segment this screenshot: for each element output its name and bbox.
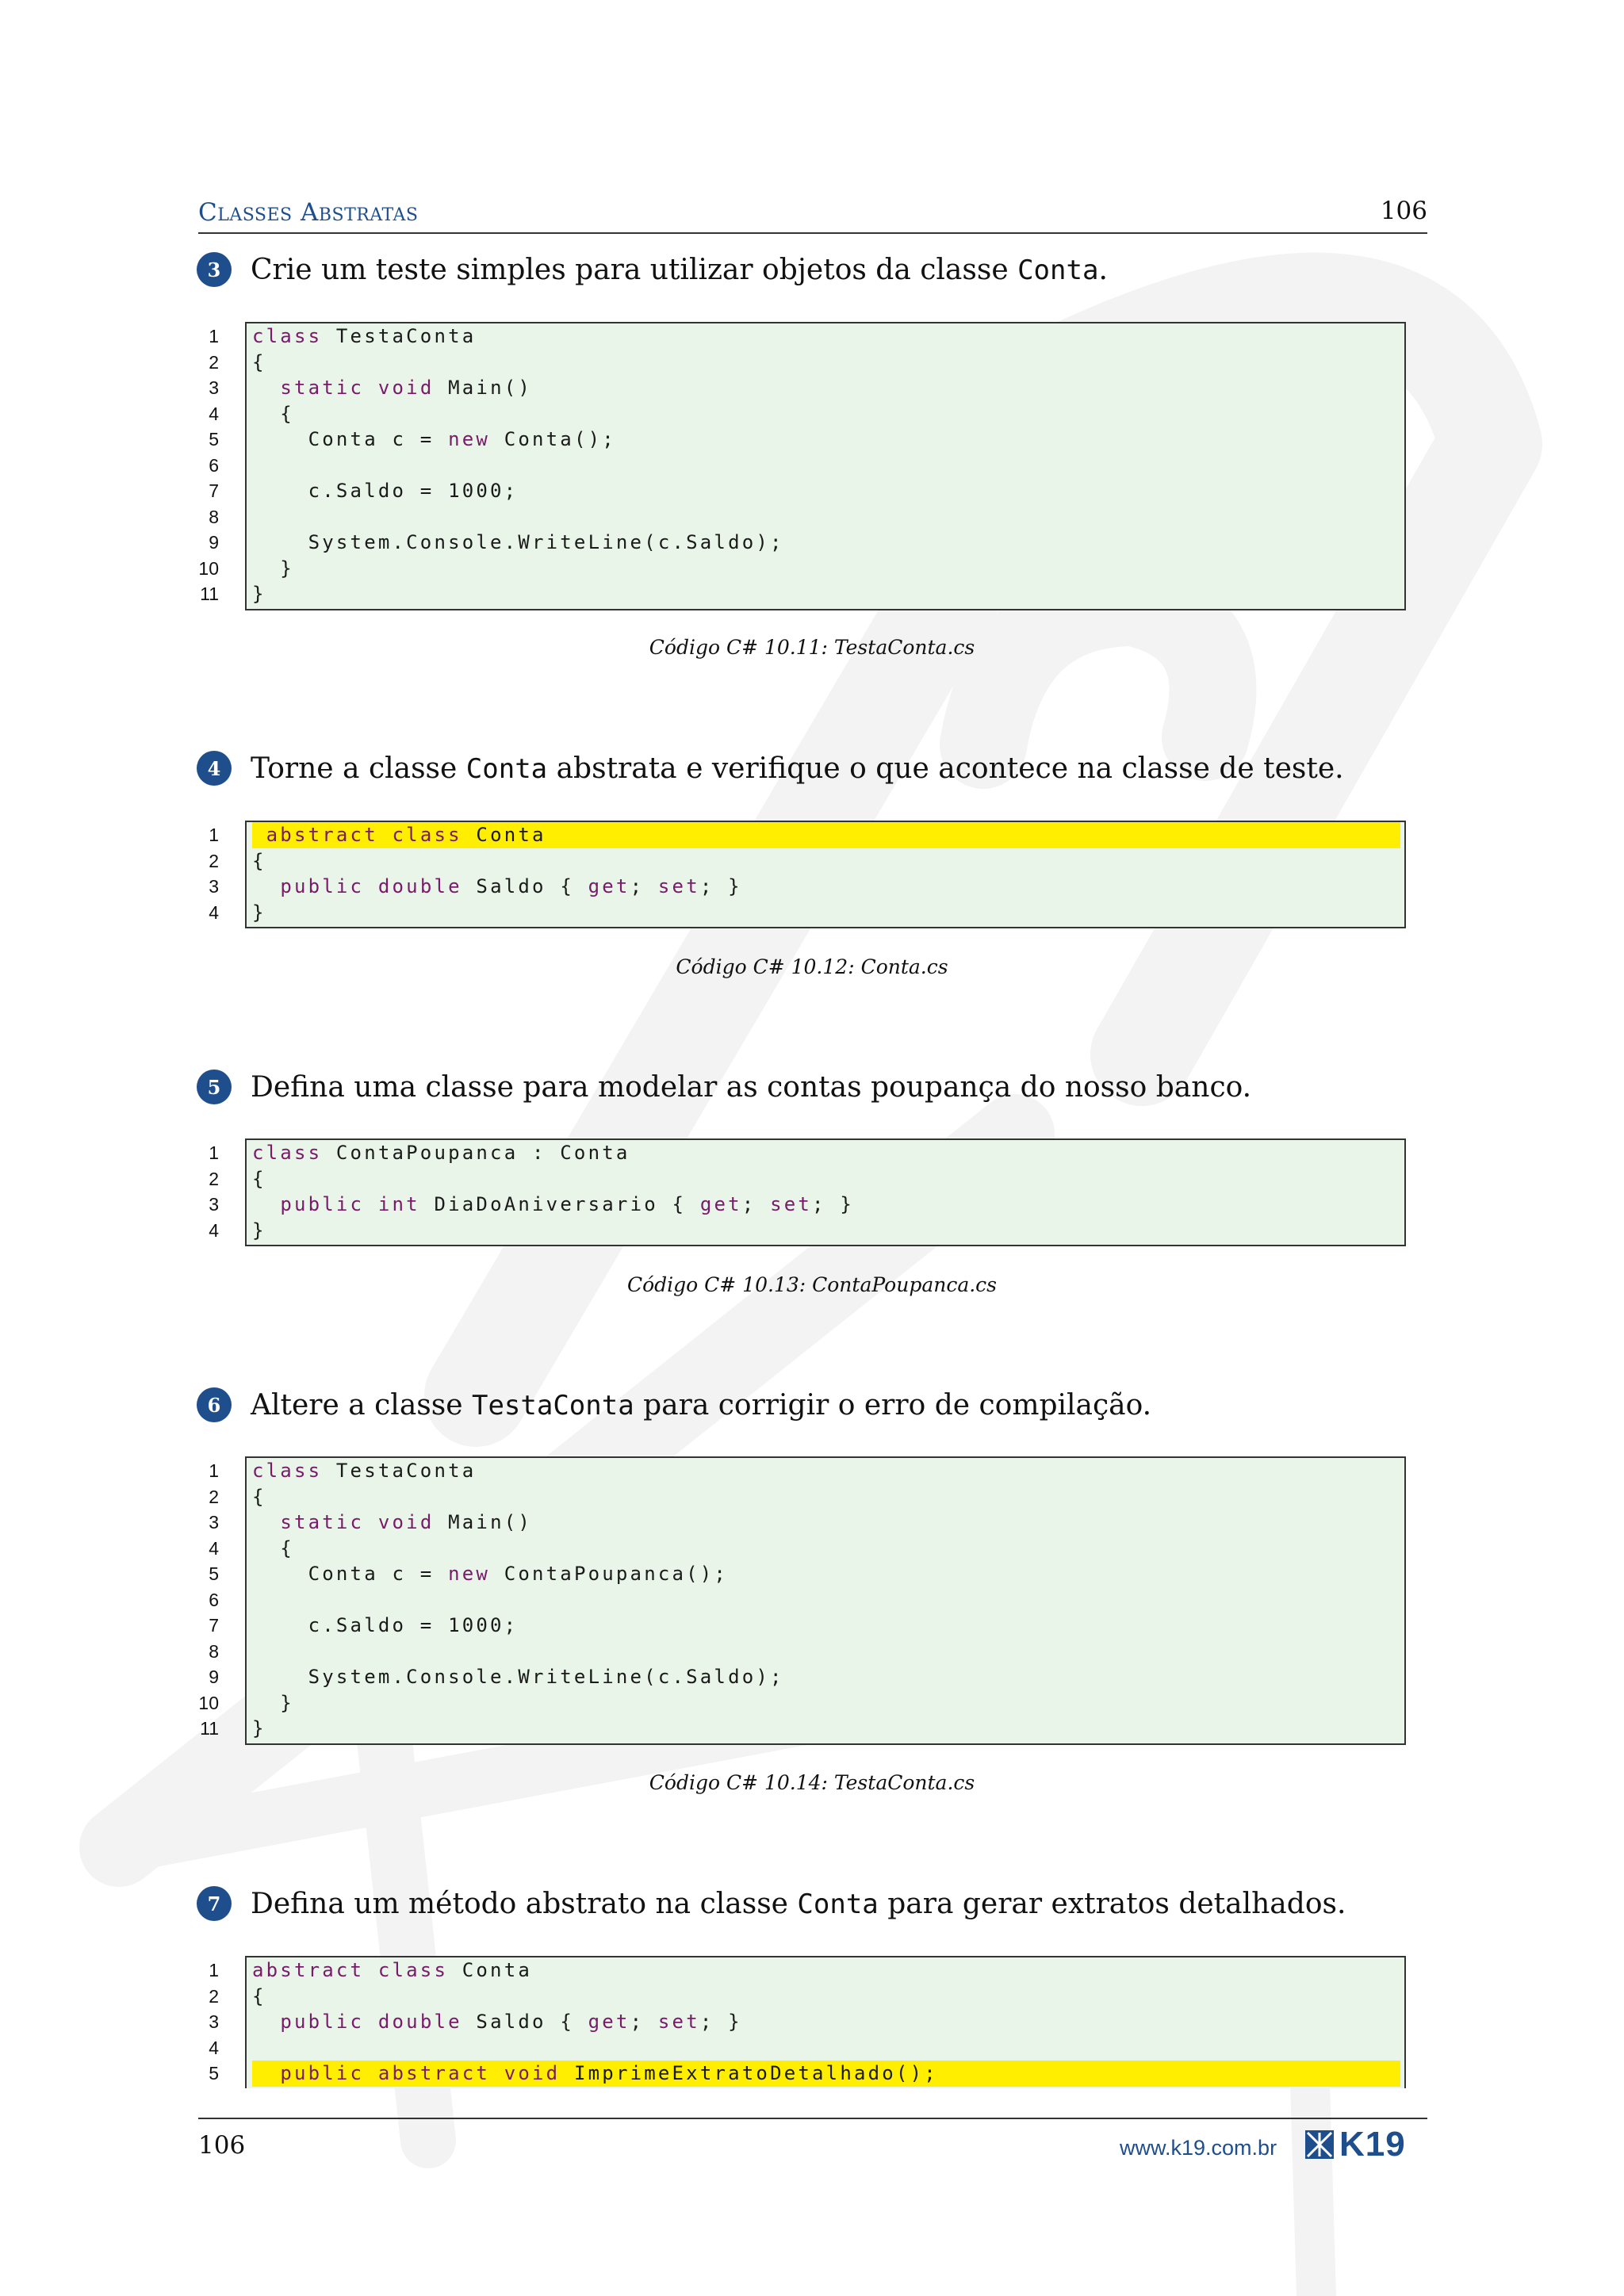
line-number: 5 (209, 1563, 219, 1584)
code-text: { (252, 1485, 266, 1508)
step-4 (197, 751, 1344, 786)
code-keyword: abstract (377, 2062, 491, 2084)
footer-page-number: 106 (198, 2131, 246, 2160)
line-numbers (190, 323, 219, 607)
code-keyword: public (280, 2062, 365, 2084)
code-keyword: double (377, 2011, 462, 2033)
line-number: 4 (209, 1537, 219, 1559)
header-page-number: 106 (1380, 197, 1427, 225)
code-text: ImprimeExtratoDetalhado(); (560, 2062, 938, 2084)
code-keyword: abstract (252, 1959, 365, 1981)
code-text: ; } (812, 1193, 854, 1215)
code-line (252, 1984, 1404, 2010)
code-caption: Código C# 10.14: TestaConta.cs (649, 1771, 975, 1794)
code-keyword: void (504, 2062, 561, 2084)
code-text: } (252, 1219, 266, 1242)
code-line (252, 453, 1404, 479)
code-keyword: void (377, 1511, 435, 1533)
code-text (252, 1511, 280, 1533)
code-line (252, 556, 1404, 582)
code-line (252, 1957, 1404, 1984)
code-text: System.Console.WriteLine(c.Saldo); (252, 531, 784, 553)
code-line (252, 350, 1404, 376)
code-keyword: int (377, 1193, 420, 1215)
line-number: 3 (209, 1512, 219, 1533)
code-text: { (252, 1536, 294, 1559)
code-text (252, 875, 280, 897)
step-instruction: Altere a classe TestaConta para corrigir o erro de compilação. (251, 1388, 1152, 1422)
code-text: } (252, 901, 266, 924)
code-box (245, 1956, 1406, 2088)
code-keyword: double (377, 875, 462, 897)
code-text: ContaPoupanca(); (490, 1563, 729, 1585)
code-text: TestaConta (322, 325, 477, 347)
line-number: 1 (209, 1142, 219, 1163)
line-number: 2 (209, 1985, 219, 2007)
code-text: ; } (699, 875, 742, 897)
code-line (252, 530, 1404, 556)
line-numbers (190, 1458, 219, 1742)
code-box (245, 821, 1406, 928)
code-line (252, 1587, 1404, 1613)
line-number: 8 (209, 506, 219, 527)
code-text (364, 1511, 378, 1533)
code-line (252, 1613, 1404, 1639)
code-line (252, 504, 1404, 530)
code-text: } (252, 583, 266, 605)
code-line (252, 1166, 1404, 1192)
line-number: 9 (209, 532, 219, 553)
line-number: 10 (198, 1692, 219, 1713)
code-text: Conta (448, 1959, 533, 1981)
code-caption: Código C# 10.12: Conta.cs (676, 955, 948, 978)
code-text: c.Saldo = 1000; (252, 480, 519, 502)
k19-logo-text: K19 (1339, 2125, 1406, 2164)
code-line (252, 1561, 1404, 1587)
line-number: 1 (209, 326, 219, 346)
code-keyword: set (657, 875, 700, 897)
code-line (252, 900, 1404, 926)
code-line (252, 2009, 1404, 2035)
code-text (364, 1959, 378, 1981)
line-number: 4 (209, 1219, 219, 1241)
code-line (252, 323, 1404, 350)
code-text: Saldo { (462, 875, 588, 897)
code-text: } (252, 1691, 294, 1714)
line-number: 5 (209, 2063, 219, 2084)
line-number: 4 (209, 2037, 219, 2058)
code-line (252, 1536, 1404, 1562)
code-line (252, 1664, 1404, 1690)
line-number: 3 (209, 1194, 219, 1215)
code-line (252, 1192, 1404, 1218)
code-keyword: class (392, 824, 462, 846)
code-keyword: get (699, 1193, 742, 1215)
code-keyword: public (280, 1193, 365, 1215)
line-number: 7 (209, 480, 219, 501)
code-text (490, 2062, 504, 2084)
line-number: 5 (209, 429, 219, 450)
line-number: 3 (209, 876, 219, 897)
step-number-badge: 3 (197, 252, 232, 287)
code-box (245, 1456, 1406, 1745)
code-text: { (252, 402, 294, 425)
code-line (252, 1639, 1404, 1665)
highlighted-code-line (252, 2061, 1400, 2087)
code-line (252, 478, 1404, 504)
highlighted-code-line (252, 822, 1400, 848)
inline-code: Conta (797, 1888, 879, 1920)
code-keyword: set (770, 1193, 813, 1215)
code-line (252, 848, 1404, 874)
code-text: DiaDoAniversario { (419, 1193, 700, 1215)
code-text: { (252, 1984, 266, 2007)
line-number: 6 (209, 454, 219, 476)
line-number: 8 (209, 1640, 219, 1662)
code-line (252, 874, 1404, 900)
code-keyword: public (280, 2011, 365, 2033)
code-line (252, 1690, 1404, 1716)
code-keyword: static (280, 377, 365, 399)
code-box (245, 1138, 1406, 1246)
step-instruction: Torne a classe Conta abstrata e verifique o que acontece na classe de teste. (251, 752, 1344, 785)
step-number-badge: 7 (197, 1886, 232, 1921)
line-number: 1 (209, 825, 219, 845)
line-number: 3 (209, 2011, 219, 2032)
line-numbers (190, 1957, 219, 2087)
line-number: 1 (209, 1460, 219, 1481)
code-text: ; } (699, 2011, 742, 2033)
code-text: Conta (462, 824, 546, 846)
code-text: Conta c = (252, 1563, 449, 1585)
code-text: System.Console.WriteLine(c.Saldo); (252, 1666, 784, 1688)
code-line (252, 1140, 1404, 1166)
line-number: 6 (209, 1589, 219, 1610)
code-line (252, 1510, 1404, 1536)
code-text (252, 2062, 280, 2084)
step-instruction: Crie um teste simples para utilizar objetos da classe Conta. (251, 253, 1108, 286)
code-line (252, 1458, 1404, 1484)
step-instruction: Defina uma classe para modelar as contas poupança do nosso banco. (251, 1070, 1252, 1104)
code-text (252, 2011, 280, 2033)
step-3 (197, 252, 1108, 287)
line-number: 9 (209, 1667, 219, 1687)
code-keyword: abstract (266, 824, 378, 846)
chapter-title: Classes Abstratas (198, 198, 419, 227)
code-text (252, 377, 280, 399)
step-7 (197, 1886, 1346, 1921)
code-text: Conta(); (490, 428, 616, 450)
code-text (364, 1193, 378, 1215)
code-line (252, 2035, 1404, 2061)
line-number: 7 (209, 1615, 219, 1636)
code-line (252, 427, 1404, 453)
code-text (364, 2062, 378, 2084)
code-text: } (252, 1717, 266, 1739)
step-number-badge: 4 (197, 751, 232, 786)
line-number: 2 (209, 351, 219, 373)
inline-code: Conta (465, 752, 548, 785)
line-number: 11 (200, 1718, 219, 1739)
step-number-badge: 6 (197, 1387, 232, 1422)
header-divider (198, 232, 1427, 234)
inline-code: TestaConta (471, 1389, 634, 1422)
code-text: ; (630, 2011, 658, 2033)
line-number: 3 (209, 377, 219, 398)
code-text: { (252, 350, 266, 373)
line-numbers (190, 1140, 219, 1243)
code-text: Main() (434, 1511, 533, 1533)
line-number: 4 (209, 403, 219, 424)
code-keyword: void (377, 377, 435, 399)
line-number: 2 (209, 1168, 219, 1189)
code-keyword: get (588, 875, 630, 897)
code-text (364, 875, 378, 897)
code-text: } (252, 557, 294, 580)
k19-logo (1304, 2125, 1406, 2164)
code-keyword: new (448, 428, 491, 450)
code-text: Conta c = (252, 428, 449, 450)
footer-url: www.k19.com.br (1120, 2136, 1277, 2160)
code-text: TestaConta (322, 1460, 477, 1482)
code-caption: Código C# 10.13: ContaPoupanca.cs (626, 1273, 998, 1296)
code-text: { (252, 849, 266, 872)
code-line (252, 1484, 1404, 1510)
code-line (252, 375, 1404, 401)
code-keyword: set (657, 2011, 700, 2033)
code-text (252, 1193, 280, 1215)
line-number: 10 (198, 557, 219, 579)
line-number: 2 (209, 1486, 219, 1507)
line-number: 11 (200, 584, 219, 604)
code-line (252, 1716, 1404, 1742)
step-6 (197, 1387, 1151, 1422)
code-keyword: get (588, 2011, 630, 2033)
code-text: Main() (434, 377, 533, 399)
line-number: 2 (209, 850, 219, 871)
code-text (364, 2011, 378, 2033)
code-text: Saldo { (462, 2011, 588, 2033)
code-text: ; (630, 875, 658, 897)
line-number: 1 (209, 1960, 219, 1980)
footer-divider (198, 2118, 1427, 2119)
code-caption: Código C# 10.11: TestaConta.cs (649, 636, 975, 659)
code-line (252, 581, 1404, 607)
code-line (252, 1218, 1404, 1244)
code-text: ContaPoupanca : Conta (322, 1142, 630, 1164)
code-keyword: class (252, 325, 323, 347)
code-text: ; (741, 1193, 771, 1215)
code-line (252, 401, 1404, 427)
step-number-badge: 5 (197, 1070, 232, 1104)
code-keyword: public (280, 875, 365, 897)
code-text (378, 824, 393, 846)
step-5 (197, 1070, 1251, 1104)
line-number: 4 (209, 901, 219, 923)
code-keyword: class (377, 1959, 449, 1981)
code-keyword: class (252, 1460, 323, 1482)
code-keyword: class (252, 1142, 323, 1164)
code-text (364, 377, 378, 399)
code-keyword: new (448, 1563, 491, 1585)
step-instruction: Defina um método abstrato na classe Conta para gerar extratos detalhados. (251, 1887, 1346, 1920)
code-box (245, 322, 1406, 610)
line-numbers (190, 822, 219, 925)
k19-logo-icon (1304, 2130, 1335, 2160)
code-text: { (252, 1167, 266, 1190)
code-text (252, 824, 266, 846)
inline-code: Conta (1017, 254, 1099, 286)
code-keyword: static (280, 1511, 365, 1533)
code-text: c.Saldo = 1000; (252, 1614, 519, 1636)
